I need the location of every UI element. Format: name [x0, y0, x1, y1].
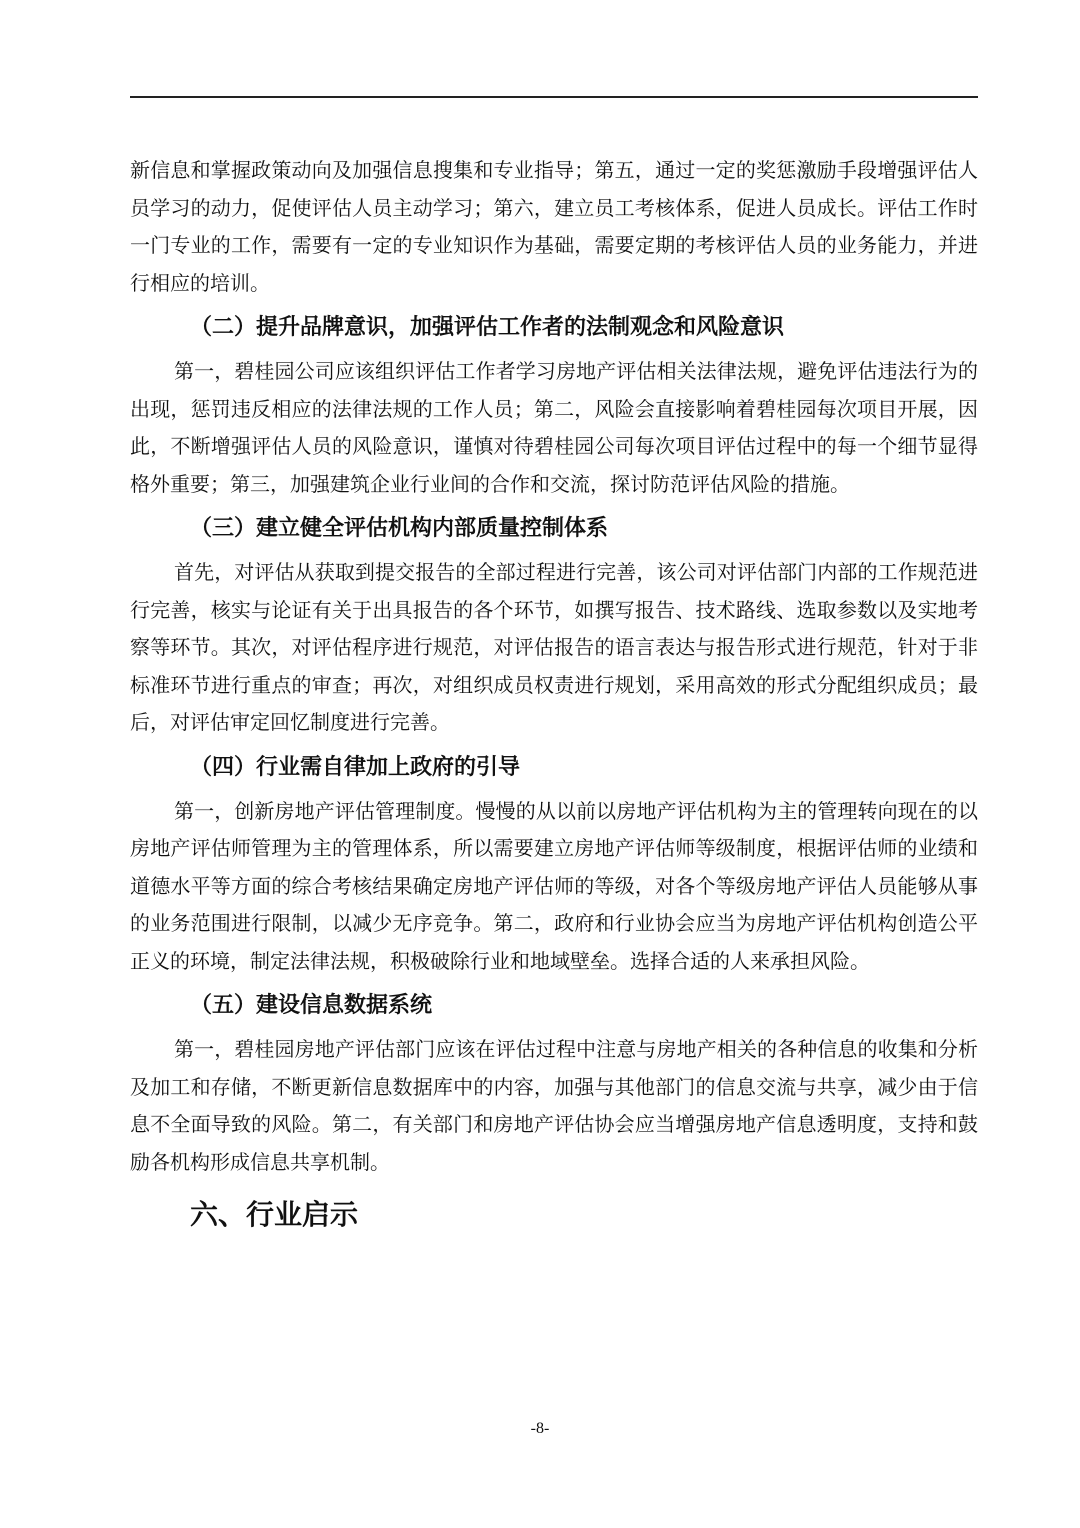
header-rule — [130, 96, 978, 98]
section-heading-3: （三）建立健全评估机构内部质量控制体系 — [190, 516, 609, 541]
section-body-5: 第一，碧桂园房地产评估部门应该在评估过程中注意与房地产相关的各种信息的收集和分析及加工和存储，不断更新信息数据库中的内容，加强与其他部门的信息交流与共享，减少由于信息不全面导致的风险。第二，有关部门和房地产评估协会应当增强房地产信息透明度，支持和鼓励各机构形成信息共享机制。 — [130, 1037, 978, 1174]
section-heading-5: （五）建设信息数据系统 — [190, 993, 433, 1018]
section-body-4: 第一，创新房地产评估管理制度。慢慢的从以前以房地产评估机构为主的管理转向现在的以房地产评估师管理为主的管理体系，所以需要建立房地产评估师等级制度，根据评估师的业绩和道德水平等方面的综合考核结果确定房地产评估师的等级，对各个等级房地产评估人员能够从事的业务范围进行限制，以减少无序竞争。第二，政府和行业协会应当为房地产评估机构创造公平正义的环境，制定法律法规，积极破除行业和地域壁垒。选择合适的人来承担风险。 — [130, 798, 978, 973]
document-body — [130, 152, 978, 1235]
chapter-heading: 六、行业启示 — [190, 1198, 359, 1231]
intro-paragraph: 新信息和掌握政策动向及加强信息搜集和专业指导；第五，通过一定的奖惩激励手段增强评估人员学习的动力，促使评估人员主动学习；第六，建立员工考核体系，促进人员成长。评估工作时一门专业的工作，需要有一定的专业知识作为基础，需要定期的考核评估人员的业务能力，并进行相应的培训。 — [130, 158, 978, 295]
page-number: -8- — [530, 1420, 550, 1437]
section-heading-2: （二）提升品牌意识，加强评估工作者的法制观念和风险意识 — [190, 315, 785, 340]
section-heading-4: （四）行业需自律加上政府的引导 — [190, 754, 521, 780]
section-body-2: 第一，碧桂园公司应该组织评估工作者学习房地产评估相关法律法规，避免评估违法行为的出现，惩罚违反相应的法律法规的工作人员；第二，风险会直接影响着碧桂园每次项目开展，因此，不断增强评估人员的风险意识，谨慎对待碧桂园公司每次项目评估过程中的每一个细节显得格外重要；第三，加强建筑企业行业间的合作和交流，探讨防范评估风险的措施。 — [130, 359, 978, 496]
section-body-3: 首先，对评估从获取到提交报告的全部过程进行完善，该公司对评估部门内部的工作规范进行完善，核实与论证有关于出具报告的各个环节，如撰写报告、技术路线、选取参数以及实地考察等环节。其次，对评估程序进行规范，对评估报告的语言表达与报告形式进行规范，针对于非标准环节进行重点的审查；再次，对组织成员权责进行规划，采用高效的形式分配组织成员；最后，对评估审定回忆制度进行完善。 — [130, 560, 978, 734]
